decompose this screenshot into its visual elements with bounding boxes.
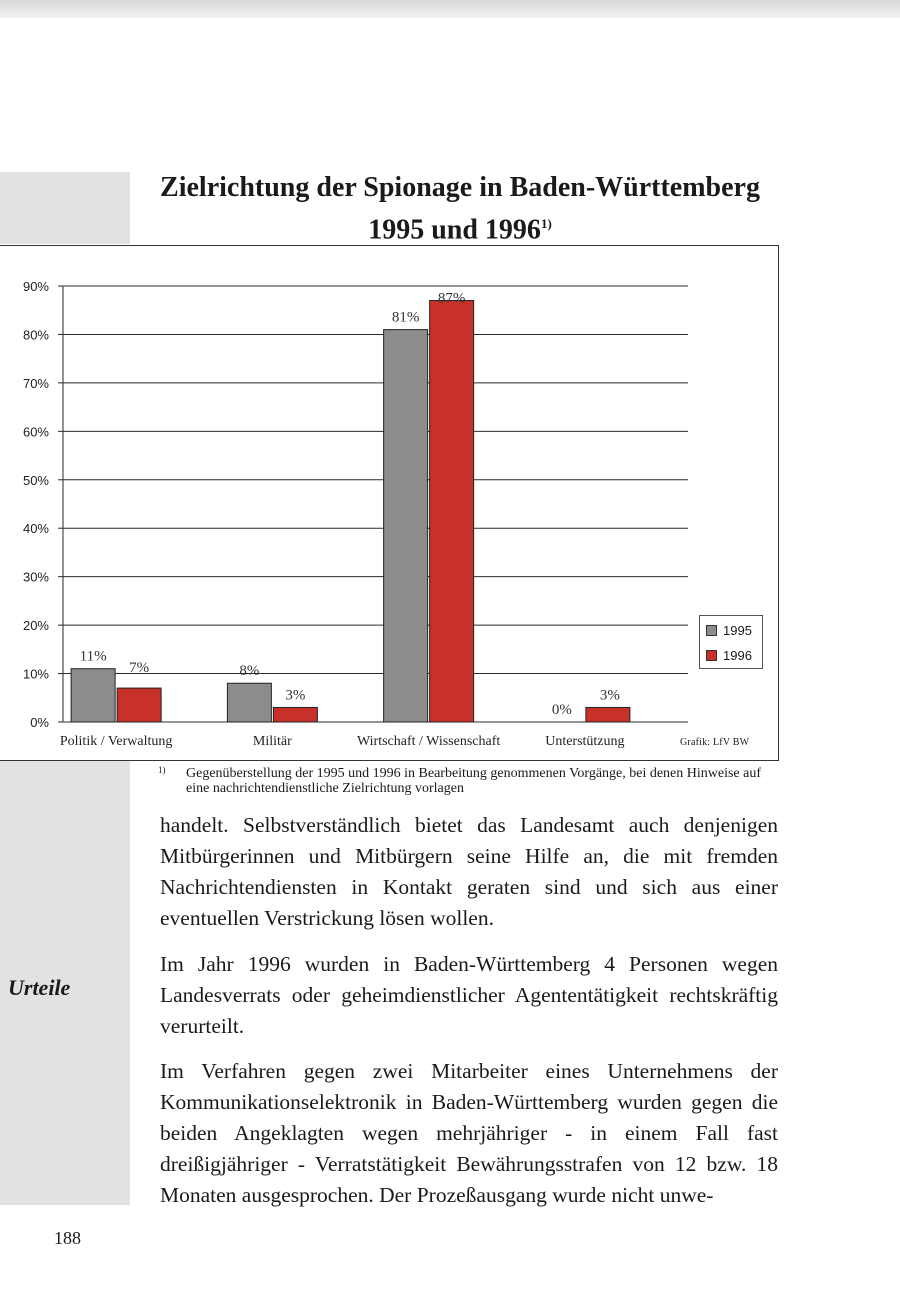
y-tick-label: 80% (22, 327, 49, 343)
chart-title (130, 170, 790, 248)
side-heading-urteile: Urteile (8, 975, 71, 1000)
legend-swatch-1995 (706, 625, 717, 636)
y-tick-label: 20% (22, 618, 49, 634)
legend-item-1995 (700, 619, 762, 641)
bar-1996-0 (117, 688, 161, 722)
y-tick-label: 70% (22, 375, 49, 391)
chart-credit: Grafik: LfV BW (680, 737, 750, 748)
footnote-mark: 1) (158, 765, 166, 775)
y-tick-label: 60% (22, 424, 49, 440)
x-category-label: Wirtschaft / Wissenschaft (357, 734, 501, 749)
y-tick-label: 50% (22, 472, 49, 488)
paragraph-3: Im Verfahren gegen zwei Mitarbeiter eines Unternehmens der Kommunikationselektronik in Baden-Württemberg wurden gegen die beiden Angeklagten wegen mehrjähriger - in einem Fall fast dreißigjähriger - Verratstätigkeit Bewährungsstrafen von 12 bzw. 18 Monaten ausgesprochen. Der Prozeßausgang wurde nicht unwe- (160, 1059, 778, 1207)
legend-label-1995: 1995 (723, 622, 752, 638)
data-label-1996-2: 87% (437, 290, 466, 307)
legend-item-1996 (700, 644, 762, 666)
chart-subtitle: 1995 und 1996 (368, 214, 541, 246)
y-tick-label: 90% (22, 279, 49, 294)
paragraph-2: Im Jahr 1996 wurden in Baden-Württemberg 4 Personen wegen Landesverrats oder geheimdienstlicher Agententätigkeit rechtskräftig verurteilt. (160, 952, 778, 1038)
chart-title-line2 (130, 206, 790, 248)
paragraph-1: handelt. Selbstverständlich bietet das Landesamt auch denjenigen Mitbürgerinnen und Mitbürgern seine Hilfe an, die mit fremden Nachrichtendiensten in Kontakt geraten sind und sich aus einer eventuellen Verstrickung lösen wollen. (160, 813, 778, 930)
bar-1996-3 (586, 707, 630, 722)
bar-1996-1 (273, 707, 317, 722)
y-tick-label: 30% (22, 569, 49, 585)
page-top-strip (0, 0, 900, 18)
bar-1995-1 (227, 683, 271, 722)
legend-label-1996: 1996 (723, 647, 752, 663)
y-tick-label: 0% (30, 715, 49, 730)
footnote-text: Gegenüberstellung der 1995 und 1996 in Bearbeitung genommenen Vorgänge, bei denen Hinweise auf eine nachrichtendienstliche Zielrichtung vorlagen (186, 766, 762, 796)
bar-1996-2 (430, 301, 474, 722)
data-label-1996-3: 3% (599, 687, 620, 704)
x-category-label: Unterstützung (545, 734, 625, 749)
data-label-1995-0: 11% (79, 648, 107, 665)
x-category-label: Politik / Verwaltung (59, 734, 173, 749)
bar-chart (0, 245, 780, 759)
chart-title-line1: Zielrichtung der Spionage in Baden-Württemberg (160, 172, 760, 203)
chart-legend (699, 615, 763, 669)
page-number: 188 (54, 1228, 81, 1248)
data-label-1996-1: 3% (285, 687, 306, 704)
legend-swatch-1996 (706, 650, 717, 661)
y-tick-label: 40% (22, 521, 49, 537)
margin-sidebar-top (0, 172, 130, 244)
data-label-1996-0: 7% (129, 660, 150, 677)
y-tick-label: 10% (22, 666, 49, 682)
footnote-reference: 1) (540, 216, 552, 231)
data-label-1995-1: 8% (239, 663, 260, 680)
data-label-1995-3: 0% (551, 702, 572, 718)
bar-1995-0 (71, 669, 115, 722)
bar-1995-2 (384, 330, 428, 722)
chart-footnote (160, 766, 780, 796)
data-label-1995-2: 81% (391, 309, 420, 326)
x-category-label: Militär (252, 734, 292, 749)
